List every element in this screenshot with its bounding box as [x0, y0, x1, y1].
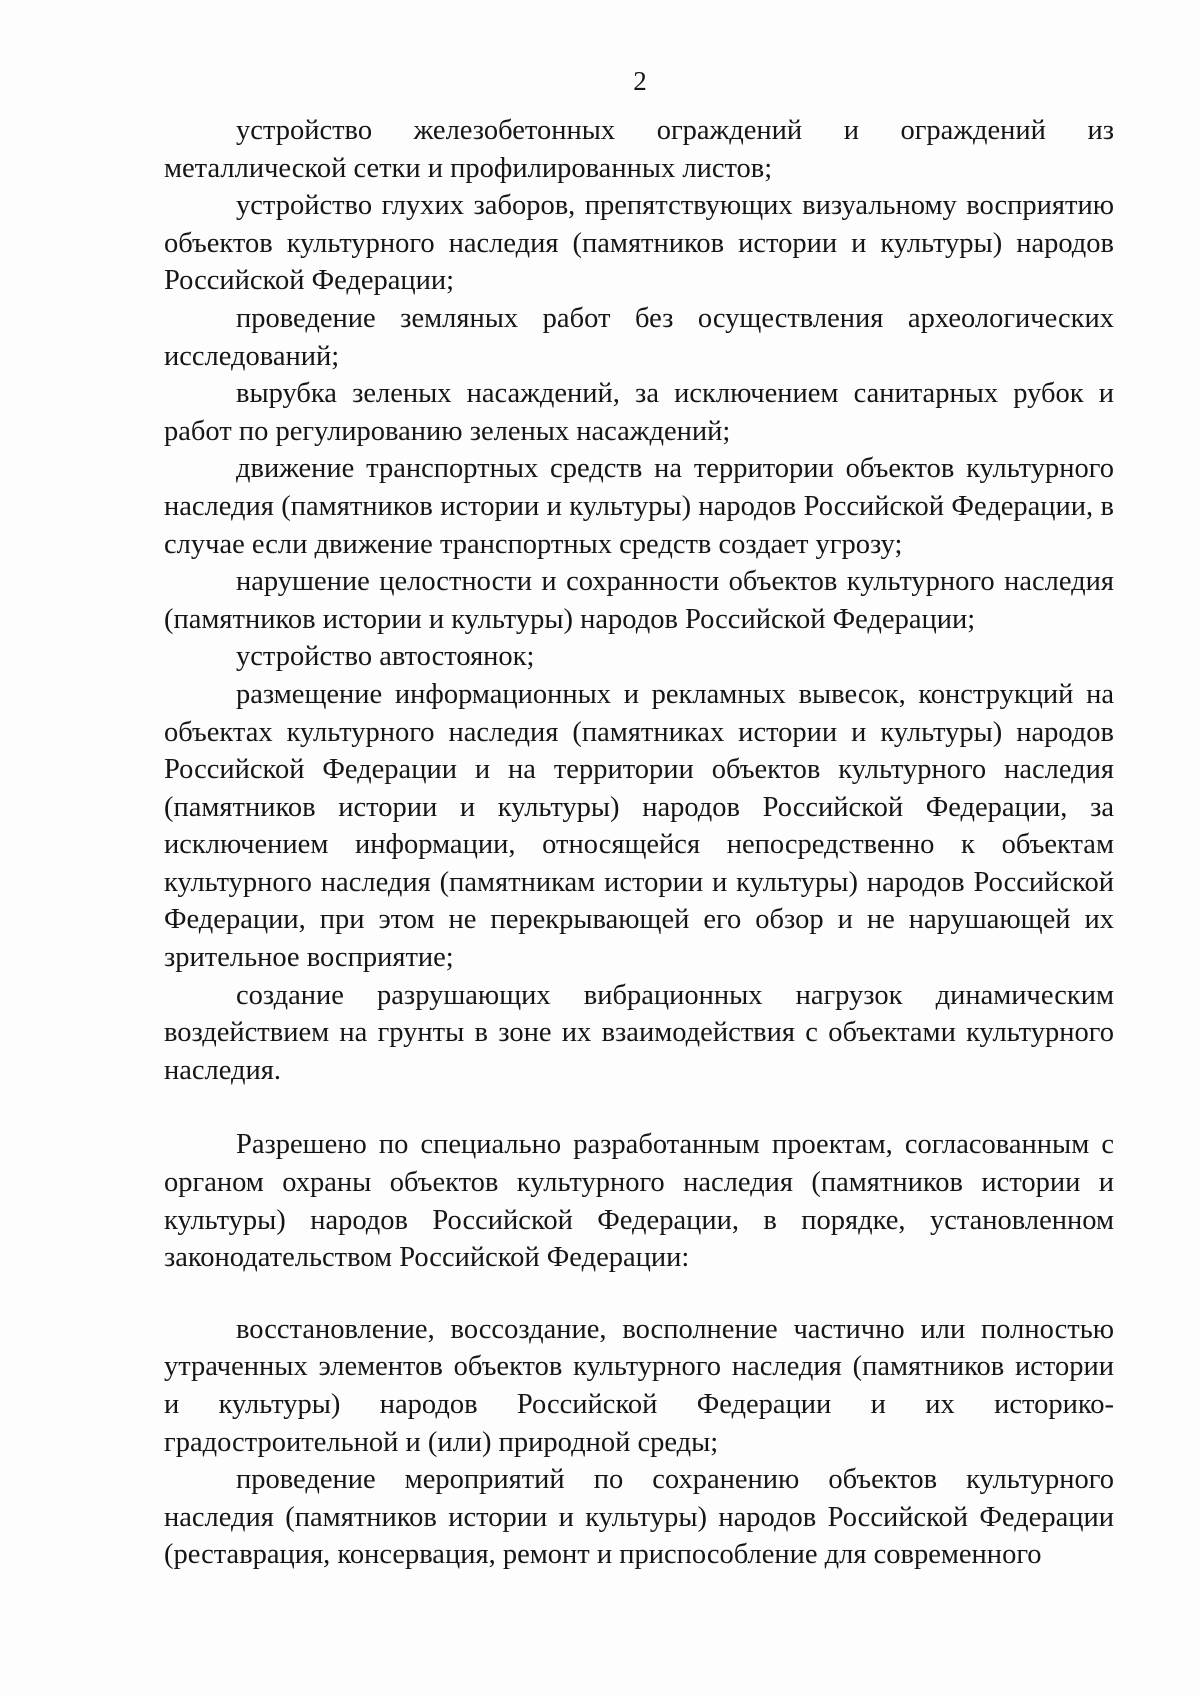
- paragraph-blind-fences: устройство глухих заборов, препятствующих визуальному восприятию объектов культурного наследия (памятников истории и культуры) народов Российской Федерации;: [164, 190, 1114, 297]
- paragraph-fences: устройство железобетонных ограждений и ограждений из металлической сетки и профилированных листов;: [164, 115, 1114, 184]
- paragraph-parking: устройство автостоянок;: [236, 641, 535, 673]
- paragraph-vehicle-traffic: движение транспортных средств на территории объектов культурного наследия (памятников истории и культуры) народов Российской Федерации, в случае если движение транспортных средств создает угрозу;: [164, 453, 1114, 560]
- paragraph-vibration-loads: создание разрушающих вибрационных нагрузок динамическим воздействием на грунты в зоне их взаимодействия с объектами культурного наследия.: [164, 979, 1114, 1086]
- page-number: 2: [633, 66, 647, 96]
- paragraph-signage: размещение информационных и рекламных вывесок, конструкций на объектах культурного наследия (памятниках истории и культуры) народов Российской Федерации и на территории объектов культурного наследия (памятников истории и культуры) народов Российской Федерации, за исключением информации, относящейся непосредственно к объектам культурного наследия (памятникам истории и культуры) народов Российской Федерации, при этом не перекрывающей его обзор и не нарушающей их зрительное восприятие;: [164, 678, 1114, 974]
- document-body: [164, 112, 1114, 1574]
- paragraph-permitted-intro: Разрешено по специально разработанным проектам, согласованным с органом охраны объектов культурного наследия (памятников истории и культуры) народов Российской Федерации, в порядке, установленном законодательством Российской Федерации:: [164, 1129, 1114, 1274]
- paragraph-tree-felling: вырубка зеленых насаждений, за исключением санитарных рубок и работ по регулированию зеленых насаждений;: [164, 378, 1114, 447]
- paragraph-earthworks: проведение земляных работ без осуществления археологических исследований;: [164, 302, 1114, 372]
- paragraph-integrity-violation: нарушение целостности и сохранности объектов культурного наследия (памятников истории и культуры) народов Российской Федерации;: [164, 566, 1114, 635]
- paragraph-preservation-measures: проведение мероприятий по сохранению объектов культурного наследия (памятников истории и культуры) народов Российской Федерации (реставрация, консервация, ремонт и приспособление для современного: [164, 1464, 1114, 1571]
- paragraph-restoration: восстановление, воссоздание, восполнение частично или полностью утраченных элементов объектов культурного наследия (памятников истории и культуры) народов Российской Федерации и их историко-градостроительной и (или) природной среды;: [164, 1313, 1114, 1458]
